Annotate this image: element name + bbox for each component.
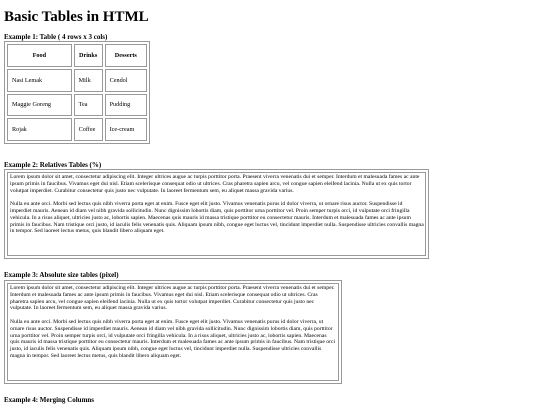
table-row <box>7 94 147 117</box>
food-table <box>4 41 150 144</box>
absolute-table-cell <box>7 283 339 381</box>
table-cell: Milk <box>74 69 103 92</box>
example4-title: Example 4: Merging Columns <box>4 396 95 404</box>
relative-table-cell <box>7 172 426 256</box>
header-desserts: Desserts <box>105 44 147 67</box>
page-title: Basic Tables in HTML <box>4 9 149 25</box>
table-row <box>7 118 147 141</box>
table-cell: Nasi Lemak <box>7 69 72 92</box>
document-page <box>4 0 536 404</box>
table-cell: Tea <box>74 94 103 117</box>
example3-title: Example 3: Absolute size tables (pixel) <box>4 271 119 279</box>
header-drinks: Drinks <box>74 44 103 67</box>
example1-title: Example 1: Table ( 4 rows x 3 cols) <box>4 33 108 41</box>
absolute-table <box>4 280 342 384</box>
paragraph: Nulla eu ante orci. Morbi sed lectus quis nibh viverra porta eget at enim. Fusce eget elit justo. Vivamus venenatis purus id dolor viverra, ut ornare risus auctor. Suspendisse id imperdiet mauris. Aenean id diam vel nibh gravida sollicitudin. Nunc dignissim lobortis diam, quis porttitor urna porttitor vel. Proin semper turpis orci, id vulputate orci fringilla vehicula. In a risus aliquet, ultricies justo ac, lobortis sapien. Maecenas quis mauris id massa tristique porttitor eu consectetur mauris. Interdum et malesuada fames ac ante ipsum primis in faucibus. Nam tristique orci justo, id iaculis felis venenatis quis. Aliquam ipsum nibh, congue eget luctus vel, tincidunt imperdiet nulla. Suspendisse ultricies convallis magna in tempor. Sed laoreet lectus metus, quis blandit libero aliquam eget. <box>10 318 336 359</box>
table-cell: Coffee <box>74 118 103 141</box>
paragraph: Nulla eu ante orci. Morbi sed lectus quis nibh viverra porta eget at enim. Fusce eget elit justo. Vivamus venenatis purus id dolor viverra, ut ornare risus auctor. Suspendisse id imperdiet mauris. Aenean id diam vel nibh gravida sollicitudin. Nunc dignissim lobortis diam, quis porttitor urna porttitor vel. Proin semper turpis orci, id vulputate orci fringilla vehicula. In a risus aliquet, ultricies justo ac, lobortis sapien. Maecenas quis mauris id massa tristique porttitor eu consectetur mauris. Interdum et malesuada fames ac ante ipsum primis in faucibus. Nam tristique orci justo, id iaculis felis venenatis quis. Aliquam ipsum nibh, congue eget luctus vel, tincidunt imperdiet nulla. Suspendisse ultricies convallis magna in tempor. Sed laoreet lectus metus, quis blandit libero aliquam eget. <box>10 201 424 235</box>
table-cell: Cendol <box>105 69 147 92</box>
relative-table <box>4 169 429 259</box>
table-header-row <box>7 44 147 67</box>
paragraph: Lorem ipsum dolor sit amet, consectetur adipiscing elit. Integer ultrices augue ac turpis porttitor porta. Praesent viverra venenatis dui et semper. Interdum et malesuada fames ac ante ipsum primis in faucibus. Vivamus eget dui nisl. Etiam scelerisque consequat odio ut ultrices. Cras pharetra sapien arcu, vel congue sapien eleifend lacinia. Nulla ut ex quis tortor volutpat imperdiet. Curabitur consectetur quis justo nec vulputate. In laoreet fermentum sem, eu aliquet massa gravida varius. <box>10 174 420 194</box>
table-cell: Pudding <box>105 94 147 117</box>
table-cell: Ice-cream <box>105 118 147 141</box>
paragraph: Lorem ipsum dolor sit amet, consectetur adipiscing elit. Integer ultrices augue ac turpis porttitor porta. Praesent viverra venenatis dui et semper. Interdum et malesuada fames ac ante ipsum primis in faucibus. Vivamus eget dui nisl. Etiam scelerisque consequat odio ut ultrices. Cras pharetra sapien arcu, vel congue sapien eleifend lacinia. Nulla ut ex quis tortor volutpat imperdiet. Curabitur consectetur quis justo nec vulputate. In laoreet fermentum sem, eu aliquet massa gravida varius. <box>10 285 335 312</box>
example2-title: Example 2: Relatives Tables (%) <box>4 161 102 169</box>
header-food: Food <box>7 44 72 67</box>
table-cell: Maggie Goreng <box>7 94 72 117</box>
table-row <box>7 69 147 92</box>
table-cell: Rojak <box>7 118 72 141</box>
